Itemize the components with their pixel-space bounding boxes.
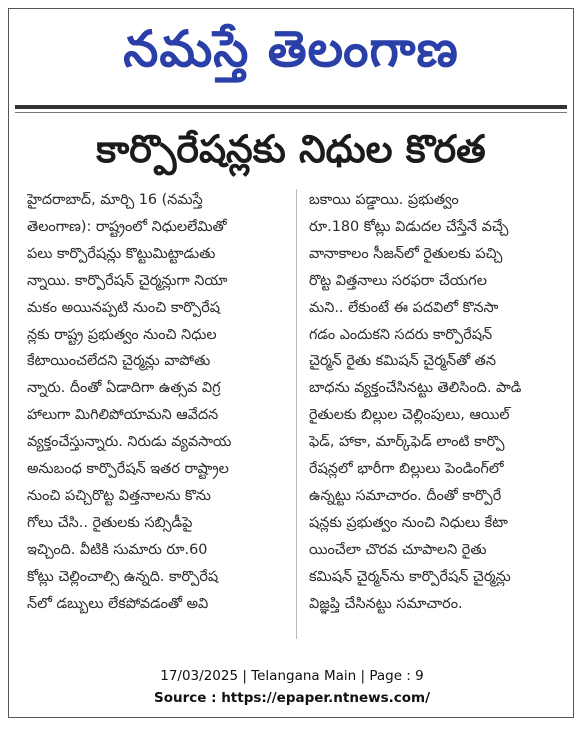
article-line: మని.. లేకుంటే ఈ పదవిలో కొనసా — [309, 299, 499, 316]
article-headline: కార్పొరేషన్లకు నిధుల కొరత — [96, 127, 486, 171]
clipping-source: Source : https://epaper.ntnews.com/ — [153, 690, 431, 706]
article-line: అనుబంధ కార్పొరేషన్ ఇతర రాష్ట్రాల — [27, 461, 229, 478]
article-line: న్‌లో డబ్బులు లేకపోవడంతో అవి — [27, 595, 209, 612]
article-line: ఫెడ్, హాకా, మార్క్‌ఫెడ్ లాంటి కార్పొ — [309, 434, 505, 451]
article-line: న్లకు రాష్ట్ర ప్రభుత్వం నుంచి నిధుల — [27, 326, 217, 343]
article-line: విజ్ఞప్తి చేసినట్టు సమాచారం. — [309, 595, 463, 612]
clipping-frame — [8, 8, 574, 718]
article-line: రైతులకు బిల్లుల చెల్లింపులు, ఆయిల్ — [309, 407, 510, 424]
article-line: షన్లకు ప్రభుత్వం నుంచి నిధులు కేటా — [309, 514, 508, 531]
masthead-rule-thin — [15, 112, 567, 113]
column-divider — [296, 189, 297, 639]
article-column-left — [27, 187, 285, 647]
article-line: వానాకాలం సీజన్‌లో రైతులకు పచ్చి — [309, 245, 503, 262]
article-line: మకం అయినప్పటి నుంచి కార్పొరేష — [27, 299, 220, 316]
article-line: కోట్లు చెల్లించాల్సి ఉన్నది. కార్పొరేష — [27, 568, 219, 585]
article-line: గడం ఎందుకని సదరు కార్పొరేషన్ — [309, 326, 493, 343]
masthead-rule-thick — [15, 105, 567, 109]
article-line: ఇచ్చింది. వీటికి సుమారు రూ.60 — [27, 541, 208, 558]
article-line: చైర్మన్ రైతు కమిషన్ చైర్మన్‌తో తన — [309, 353, 496, 370]
article-line: బకాయి పడ్డాయి. ప్రభుత్వం — [309, 192, 459, 208]
clipping-meta: 17/03/2025 | Telangana Main | Page : 9 — [160, 668, 424, 684]
article-line: వ్యక్తంచేస్తున్నారు. నిరుడు వ్యవసాయ — [27, 434, 232, 451]
article-line: తెలంగాణ): రాష్ట్రంలో నిధులలేమితో — [27, 218, 227, 235]
article-line: ఉన్నట్టు సమాచారం. దీంతో కార్పొరే — [309, 487, 502, 504]
newspaper-masthead: నమస్తే తెలంగాణ — [123, 20, 459, 78]
article-line: రేషన్లలో భారీగా బిల్లులు పెండింగ్‌లో — [309, 461, 504, 478]
article-line: పలు కార్పొరేషన్లు కొట్టుమిట్టాడుతు — [27, 245, 216, 262]
article-line: బాధను వ్యక్తంచేసినట్టు తెలిసింది. పాడి — [309, 380, 522, 397]
article-line: యించేలా చొరవ చూపాలని రైతు — [309, 541, 487, 558]
article-line: రూ.180 కోట్లు విడుదల చేస్తేనే వచ్చే — [309, 218, 509, 235]
article-line: గోలు చేసి.. రైతులకు సబ్సిడీపై — [27, 514, 193, 531]
article-line: హైదరాబాద్, మార్చి 16 (నమస్తే — [27, 192, 203, 208]
article-line: రొట్ట విత్తనాలు సరఫరా చేయగల — [309, 272, 487, 289]
article-line: కమిషన్ చైర్మన్‌ను కార్పొరేషన్ చైర్మన్లు — [309, 568, 511, 585]
article-line: కేటాయించలేదని చైర్మన్లు వాపోతు — [27, 353, 211, 370]
article-line: న్నాయి. కార్పొరేషన్ చైర్మన్లుగా నియా — [27, 272, 228, 289]
article-column-right — [309, 187, 567, 647]
article-line: న్నారు. దీంతో ఏడాదిగా ఉత్సవ విగ్ర — [27, 380, 221, 397]
article-line: హాలుగా మిగిలిపోయామని ఆవేదన — [27, 407, 219, 424]
article-line: నుంచి పచ్చిరొట్ట విత్తనాలను కొను — [27, 487, 211, 504]
